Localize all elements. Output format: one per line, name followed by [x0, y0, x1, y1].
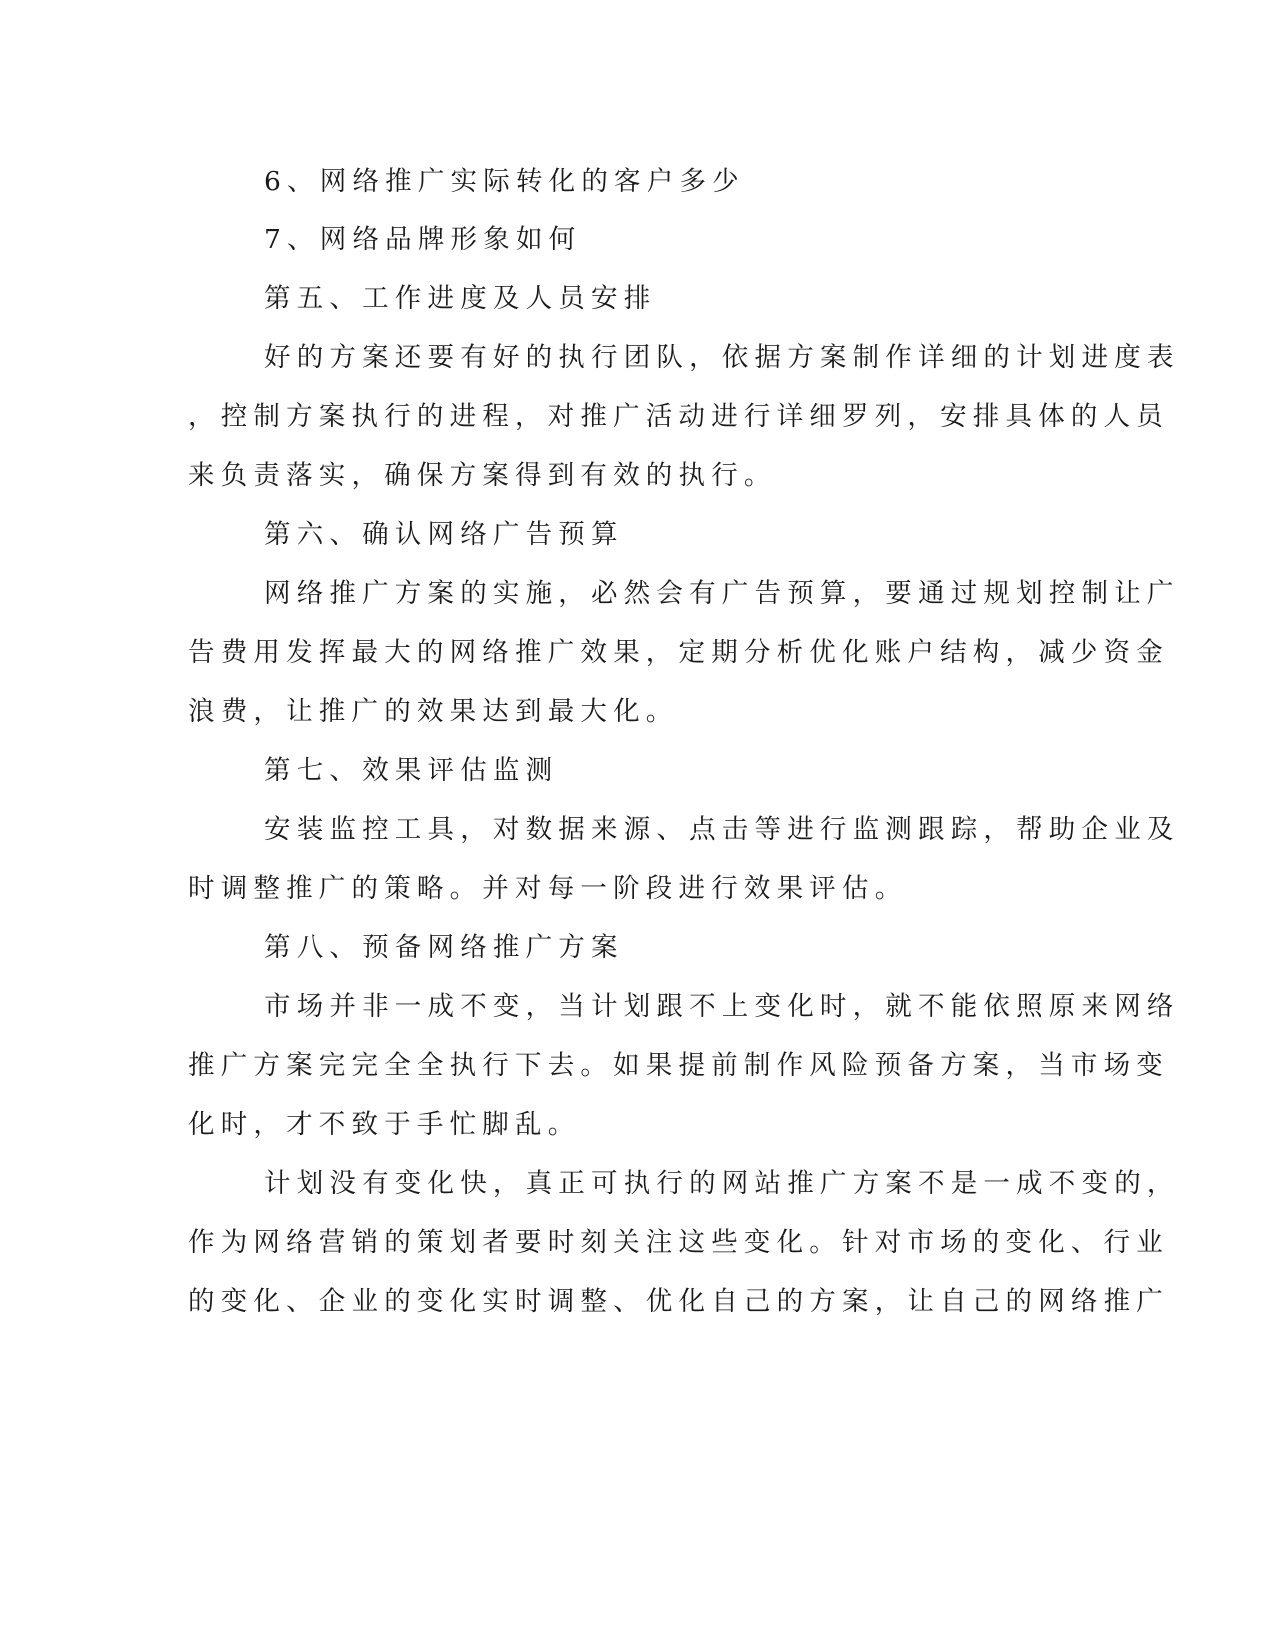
list-item-conversion: 6、网络推广实际转化的客户多少	[264, 166, 745, 197]
paragraph-line: 的变化、企业的变化实时调整、优化自己的方案，让自己的网络推广	[188, 1286, 1169, 1317]
section-heading-schedule: 第五、工作进度及人员安排	[264, 283, 657, 314]
paragraph-line: ，控制方案执行的进程，对推广活动进行详细罗列，安排具体的人员	[188, 401, 1169, 432]
paragraph-line: 推广方案完完全全执行下去。如果提前制作风险预备方案，当市场变	[188, 1050, 1169, 1081]
paragraph-line: 时调整推广的策略。并对每一阶段进行效果评估。	[188, 873, 908, 904]
paragraph-line: 浪费，让推广的效果达到最大化。	[188, 696, 679, 727]
list-item-brand-image: 7、网络品牌形象如何	[264, 224, 582, 255]
paragraph-line: 告费用发挥最大的网络推广效果，定期分析优化账户结构，减少资金	[188, 637, 1169, 668]
section-heading-backup-plan: 第八、预备网络推广方案	[264, 932, 624, 963]
paragraph-line: 来负责落实，确保方案得到有效的执行。	[188, 460, 777, 491]
paragraph-line: 计划没有变化快，真正可执行的网站推广方案不是一成不变的，	[264, 1168, 1180, 1199]
paragraph-line: 化时，才不致于手忙脚乱。	[188, 1109, 581, 1140]
paragraph-line: 网络推广方案的实施，必然会有广告预算，要通过规划控制让广	[264, 578, 1180, 609]
paragraph-line: 安装监控工具，对数据来源、点击等进行监测跟踪，帮助企业及	[264, 814, 1180, 845]
paragraph-line: 市场并非一成不变，当计划跟不上变化时，就不能依照原来网络	[264, 991, 1180, 1022]
paragraph-line: 作为网络营销的策划者要时刻关注这些变化。针对市场的变化、行业	[188, 1227, 1169, 1258]
section-heading-evaluation: 第七、效果评估监测	[264, 755, 559, 786]
section-heading-budget: 第六、确认网络广告预算	[264, 519, 624, 550]
paragraph-line: 好的方案还要有好的执行团队，依据方案制作详细的计划进度表	[264, 342, 1180, 373]
